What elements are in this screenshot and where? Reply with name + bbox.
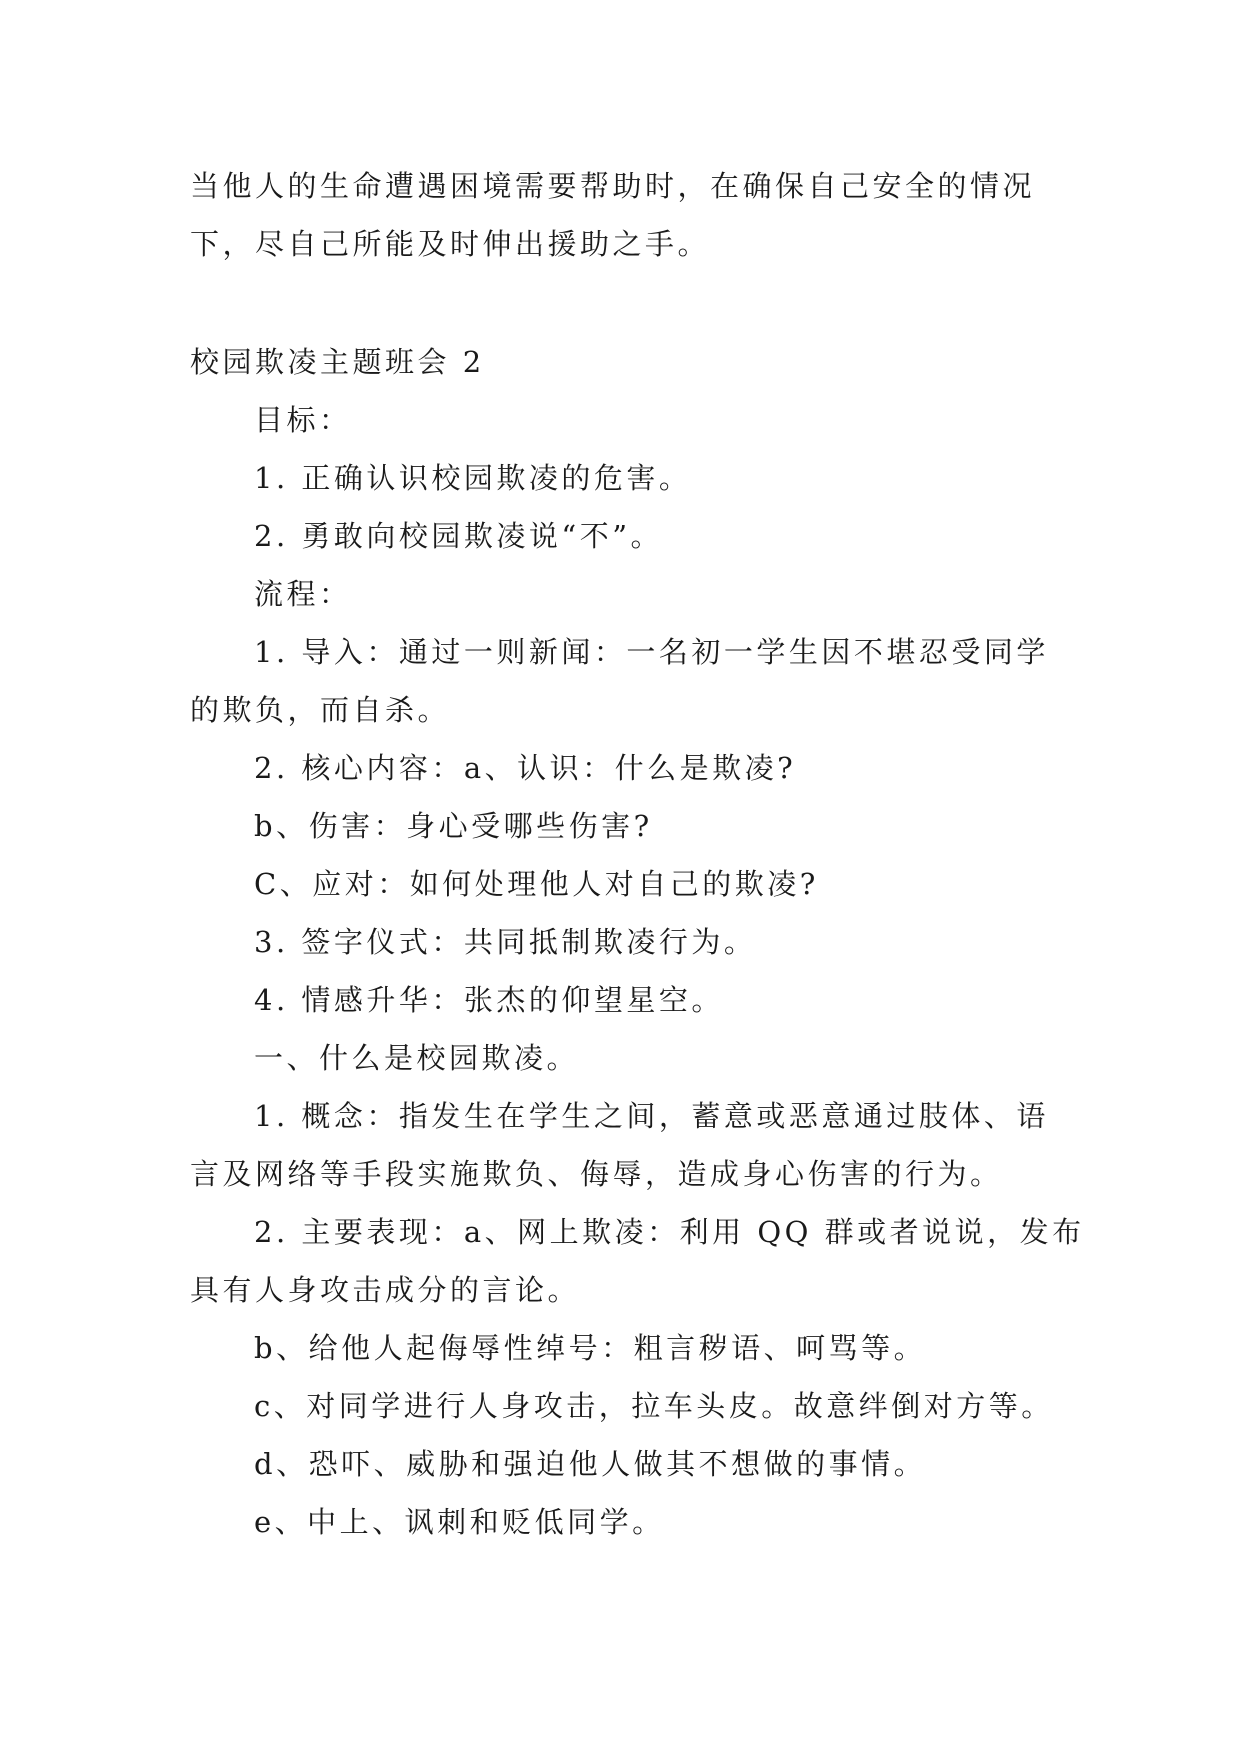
process-item: 4. 情感升华：张杰的仰望星空。 bbox=[254, 983, 724, 1017]
paragraph-line: 1. 概念：指发生在学生之间，蓄意或恶意通过肢体、语 bbox=[254, 1099, 1049, 1133]
list-item: e、中上、讽刺和贬低同学。 bbox=[254, 1505, 665, 1539]
paragraph-line: 2. 主要表现：a、网上欺凌：利用 QQ 群或者说说，发布 bbox=[254, 1215, 1085, 1249]
goal-item: 2. 勇敢向校园欺凌说“不”。 bbox=[254, 519, 664, 553]
process-subitem: C、应对：如何处理他人对自己的欺凌? bbox=[254, 867, 819, 901]
process-heading: 流程： bbox=[254, 577, 352, 611]
process-item: 1. 导入：通过一则新闻：一名初一学生因不堪忍受同学 bbox=[254, 635, 1049, 669]
paragraph-line: 言及网络等手段实施欺负、侮辱，造成身心伤害的行为。 bbox=[190, 1157, 1003, 1191]
process-item: 3. 签字仪式：共同抵制欺凌行为。 bbox=[254, 925, 757, 959]
paragraph-line: 具有人身攻击成分的言论。 bbox=[190, 1273, 581, 1307]
list-item: c、对同学进行人身攻击，拉车头皮。故意绊倒对方等。 bbox=[254, 1389, 1054, 1423]
paragraph-line: 下，尽自己所能及时伸出援助之手。 bbox=[190, 227, 711, 261]
process-item-continued: 的欺负，而自杀。 bbox=[190, 693, 451, 727]
goals-heading: 目标： bbox=[254, 403, 352, 437]
subsection-heading: 一、什么是校园欺凌。 bbox=[254, 1041, 580, 1075]
process-item: 2. 核心内容：a、认识：什么是欺凌? bbox=[254, 751, 797, 785]
goal-item: 1. 正确认识校园欺凌的危害。 bbox=[254, 461, 692, 495]
process-subitem: b、伤害：身心受哪些伤害? bbox=[254, 809, 653, 843]
paragraph-line: 当他人的生命遭遇困境需要帮助时，在确保自己安全的情况 bbox=[190, 169, 1036, 203]
list-item: d、恐吓、威胁和强迫他人做其不想做的事情。 bbox=[254, 1447, 927, 1481]
list-item: b、给他人起侮辱性绰号：粗言秽语、呵骂等。 bbox=[254, 1331, 927, 1365]
section-title: 校园欺凌主题班会 2 bbox=[190, 345, 485, 379]
